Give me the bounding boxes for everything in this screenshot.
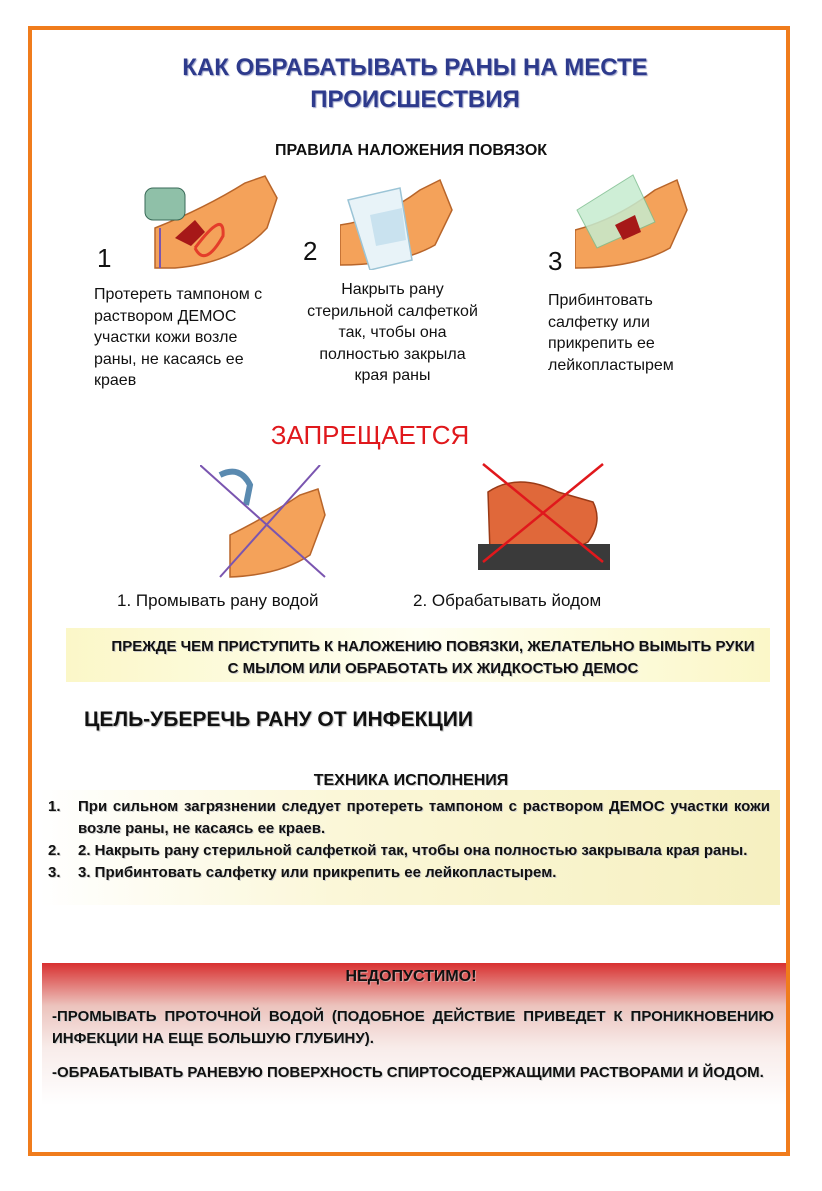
- step-3-number: 3: [548, 246, 563, 276]
- step-1-number: 1: [97, 243, 112, 273]
- step-3-text: Прибинтовать салфетку или прикрепить ее лейкопластырем: [548, 292, 674, 374]
- warning-title: НЕДОПУСТИМО!: [345, 968, 477, 985]
- technique-item-number: 3.: [48, 864, 61, 881]
- technique-list: [48, 796, 770, 884]
- technique-item-number: 2.: [48, 842, 61, 859]
- step-2-illustration: [340, 170, 455, 270]
- technique-item-text: При сильном загрязнении следует протереть тампоном с раствором ДЕМОС участки кожи возле раны, не касаясь ее краев.: [78, 798, 770, 837]
- technique-item: [48, 862, 770, 884]
- warning-paragraph-1: -ПРОМЫВАТЬ ПРОТОЧНОЙ ВОДОЙ (ПОДОБНОЕ ДЕЙСТВИЕ ПРИВЕДЕТ К ПРОНИКНОВЕНИЮ ИНФЕКЦИИ НА ЕЩЕ БОЛЬШУЮ ГЛУБИНУ).: [52, 1008, 774, 1047]
- step-2-text: Накрыть рану стерильной салфеткой так, чтобы она полностью закрыла края раны: [307, 281, 478, 384]
- technique-item: [48, 840, 770, 862]
- goal-heading: ЦЕЛЬ-УБЕРЕЧЬ РАНУ ОТ ИНФЕКЦИИ: [84, 708, 473, 731]
- technique-title: ТЕХНИКА ИСПОЛНЕНИЯ: [313, 772, 509, 789]
- forbidden-heading: ЗАПРЕЩАЕТСЯ: [270, 420, 470, 450]
- technique-item-text: 2. Накрыть рану стерильной салфеткой так, чтобы она полностью закрывала края раны.: [78, 842, 748, 859]
- section-subtitle: ПРАВИЛА НАЛОЖЕНИЯ ПОВЯЗОК: [274, 142, 548, 159]
- forbidden-1-caption: 1. Промывать рану водой: [117, 591, 319, 610]
- technique-item: [48, 796, 770, 840]
- forbidden-2-caption: 2. Обрабатывать йодом: [413, 591, 602, 610]
- step-2-number: 2: [303, 236, 318, 266]
- forbidden-iodine-illustration: [478, 462, 610, 570]
- step-1-illustration: [135, 168, 285, 273]
- technique-item-text: 3. Прибинтовать салфетку или прикрепить ее лейкопластырем.: [78, 864, 557, 881]
- warning-paragraph-2: -ОБРАБАТЫВАТЬ РАНЕВУЮ ПОВЕРХНОСТЬ СПИРТОСОДЕРЖАЩИМИ РАСТВОРАМИ И ЙОДОМ.: [52, 1064, 764, 1081]
- forbidden-water-illustration: [200, 465, 330, 580]
- step-1-text: Протереть тампоном с раствором ДЕМОС участки кожи возле раны, не касаясь ее краев: [94, 286, 263, 389]
- step-3-illustration: [575, 170, 690, 270]
- notice-text: ПРЕЖДЕ ЧЕМ ПРИСТУПИТЬ К НАЛОЖЕНИЮ ПОВЯЗКИ, ЖЕЛАТЕЛЬНО ВЫМЫТЬ РУКИ С МЫЛОМ ИЛИ ОБРАБОТАТЬ ИХ ЖИДКОСТЬЮ ДЕМОС: [111, 638, 755, 677]
- technique-item-number: 1.: [48, 798, 61, 815]
- page-title: КАК ОБРАБАТЫВАТЬ РАНЫ НА МЕСТЕ ПРОИСШЕСТВИЯ: [182, 54, 648, 113]
